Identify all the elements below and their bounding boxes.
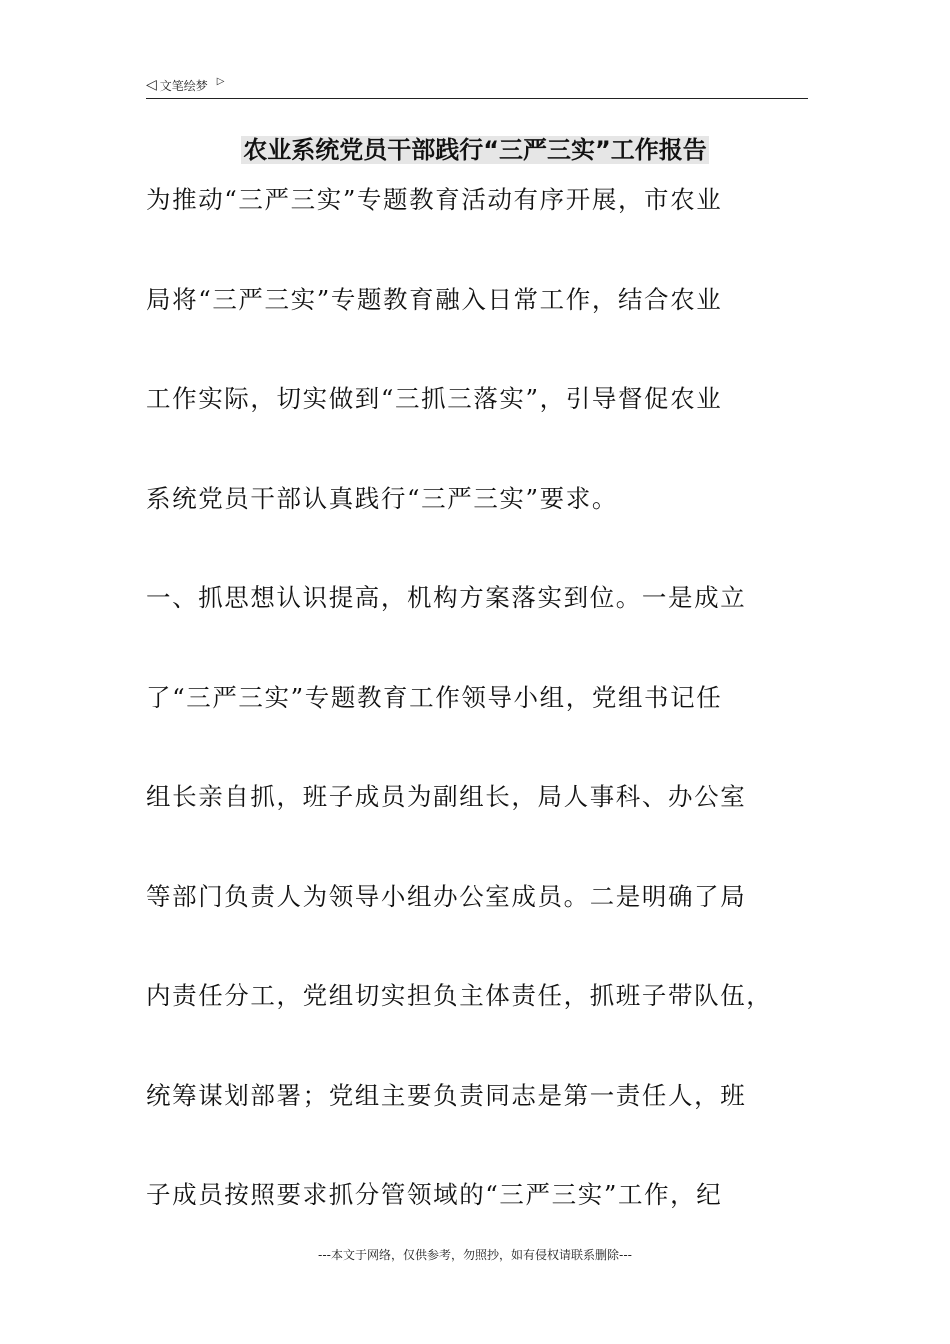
body-line: 工作实际，切实做到“三抓三落实”，引导督促农业	[146, 384, 723, 413]
body-line: 统筹谋划部署；党组主要负责同志是第一责任人，班	[146, 1080, 747, 1110]
page-header	[146, 72, 808, 99]
footer-notice: ---本文于网络，仅供参考，勿照抄，如有侵权请联系删除---	[318, 1248, 632, 1262]
body-line: 内责任分工，党组切实担负主体责任，抓班子带队伍，	[146, 981, 773, 1010]
triangle-left-icon: ◁	[146, 77, 157, 93]
body-line: 等部门负责人为领导小组办公室成员。二是明确了局	[146, 881, 747, 911]
body-line: 系统党员干部认真践行“三严三实”要求。	[146, 483, 618, 513]
document-title-text: 农业系统党员干部践行“三严三实”工作报告	[243, 136, 707, 164]
body-line: 子成员按照要求抓分管领域的“三严三实”工作，纪	[146, 1180, 723, 1209]
body-line: 一、抓思想认识提高，机构方案落实到位。一是成立	[146, 583, 747, 612]
body-line: 组长亲自抓，班子成员为副组长，局人事科、办公室	[146, 782, 747, 811]
body-line: 局将“三严三实”专题教育融入日常工作，结合农业	[146, 284, 723, 314]
triangle-right-icon: ▷	[216, 76, 225, 87]
document-title	[0, 132, 950, 168]
document-body	[146, 178, 826, 1273]
body-line: 为推动“三严三实”专题教育活动有序开展，市农业	[146, 185, 723, 214]
body-line: 了“三严三实”专题教育工作领导小组，党组书记任	[146, 682, 723, 712]
header-label: 文笔绘梦	[159, 78, 208, 93]
